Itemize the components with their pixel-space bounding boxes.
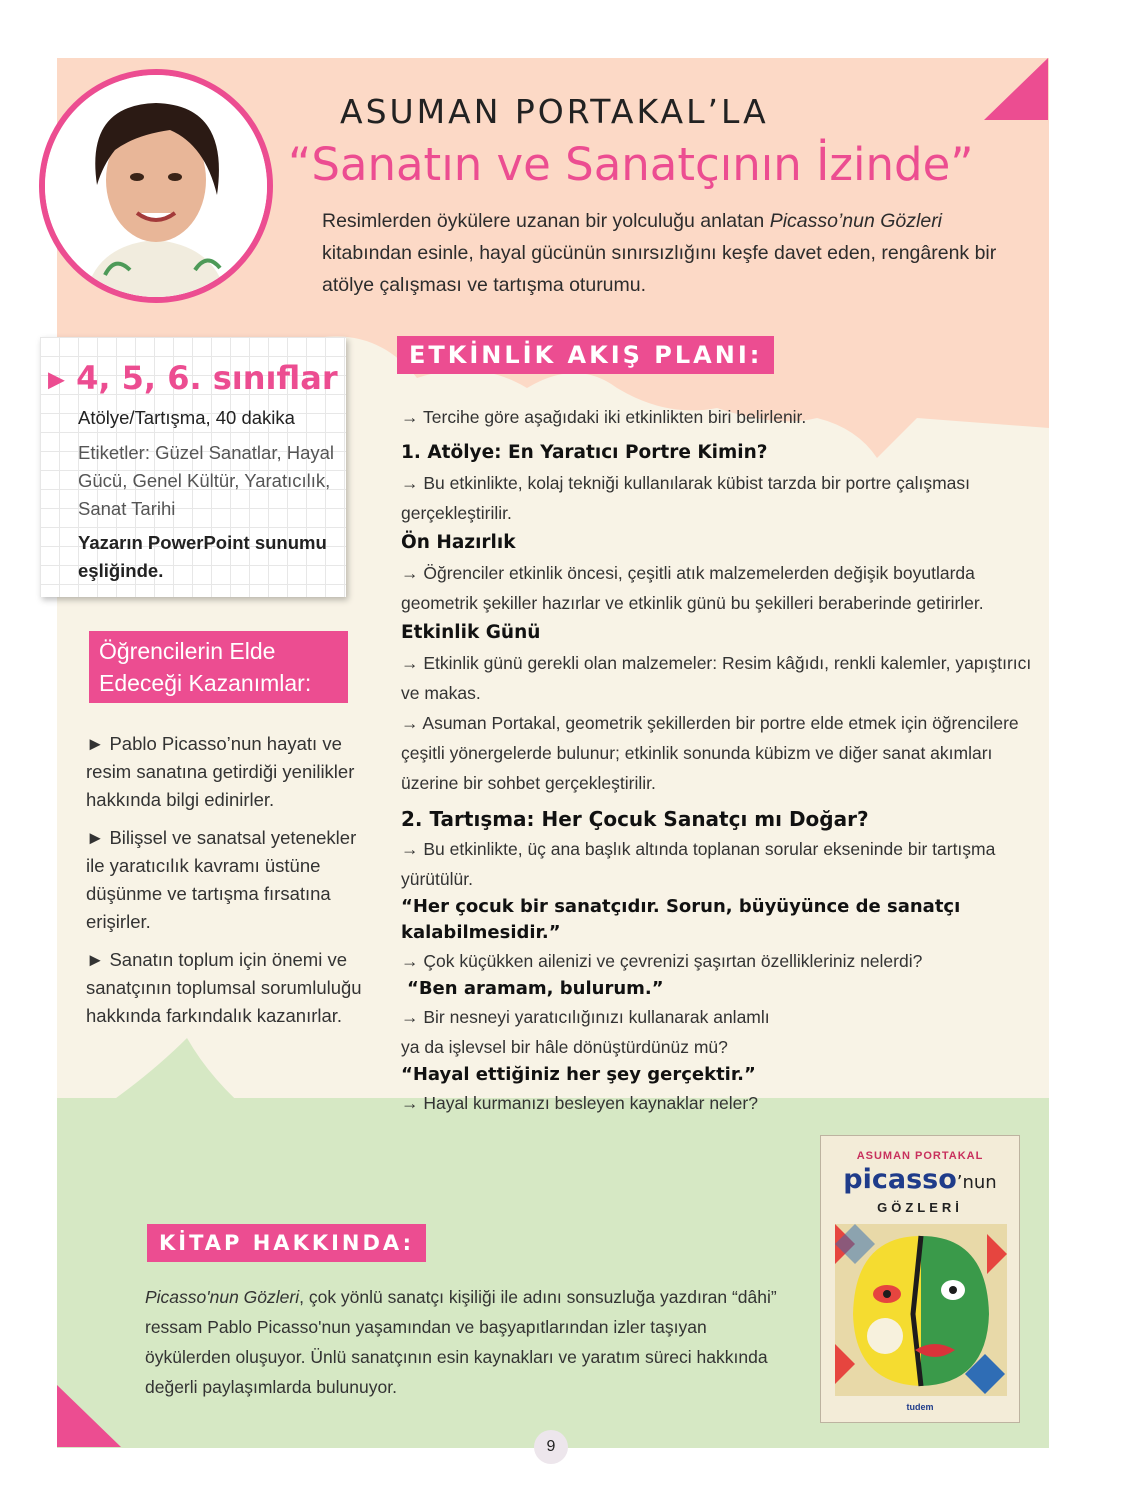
question-3: → Hayal kurmanızı besleyen kaynaklar neler? [401, 1093, 758, 1113]
about-book-heading: KİTAP HAKKINDA: [147, 1224, 426, 1262]
tags-text: Etiketler: Güzel Sanatlar, Hayal Gücü, Genel Kültür, Yaratıcılık, Sanat Tarihi [78, 442, 335, 519]
book-description: , çok yönlü sanatçı kişiliği ile adını sonsuzluğa yazdıran “dâhi” ressam Pablo Picasso'nun yaşamından ve başyapıtlarından izler taşıyan öykülerden oluşuyor. Ünlü sanatçının esin kaynakları ve yaratım süreci hakkında değerli paylaşımlarda bulunuyor. [145, 1287, 777, 1397]
question-2a: → Bir nesneyi yaratıcılığınızı kullanarak anlamlı [401, 1007, 770, 1027]
activity1-text: → Bu etkinlikte, kolaj tekniği kullanılarak kübist tarzda bir portre çalışması gerçekleştirilir. [401, 473, 970, 523]
cover-publisher: tudem [906, 1402, 934, 1412]
author-line: ASUMAN PORTAKAL’LA [340, 92, 769, 131]
page-title: “Sanatın ve Sanatçının İzinde” [288, 138, 974, 191]
play-arrow-icon: ▶ [48, 367, 65, 393]
corner-accent-bottom-left [57, 1385, 121, 1447]
cover-title-suffix: ’nun [956, 1172, 997, 1193]
gain-item: ► Pablo Picasso’nun hayatı ve resim sanatına getirdiği yenilikler hakkında bilgi edinirler. [86, 733, 355, 810]
grade-levels: 4, 5, 6. sınıflar [76, 359, 338, 397]
activity1-title: 1. Atölye: En Yaratıcı Portre Kimin? [401, 442, 768, 463]
plan-intro: → Tercihe göre aşağıdaki iki etkinlikten biri belirlenir. [401, 407, 807, 427]
activity2-text: → Bu etkinlikte, üç ana başlık altında toplanan sorular ekseninde bir tartışma yürütülür. [401, 839, 996, 889]
presentation-note: Yazarın PowerPoint sunumu eşliğinde. [78, 532, 327, 581]
grade-heading [48, 359, 338, 397]
quote-3: “Hayal ettiğiniz her şey gerçektir.” [401, 1064, 756, 1085]
question-1: → Çok küçükken ailenizi ve çevrenizi şaşırtan özellikleriniz nelerdi? [401, 951, 923, 971]
corner-accent-top-right [984, 58, 1048, 120]
prep-text: → Öğrenciler etkinlik öncesi, çeşitli atık malzemelerden değişik boyutlarda geometrik şekiller hazırlar ve etkinlik günü bu şekilleri beraberinde getirirler. [401, 563, 984, 613]
intro-text-after: kitabından esinle, hayal gücünün sınırsızlığını keşfe davet eden, rengârenk bir atölye çalışması ve tartışma oturumu. [322, 242, 997, 296]
cover-author: ASUMAN PORTAKAL [856, 1150, 984, 1162]
cover-title [821, 1164, 1019, 1195]
day-text-1: → Etkinlik günü gerekli olan malzemeler: Resim kâğıdı, renkli kalemler, yapıştırıcı ve makas. [401, 653, 1032, 703]
activity2-title: 2. Tartışma: Her Çocuk Sanatçı mı Doğar? [401, 807, 869, 831]
day-title: Etkinlik Günü [401, 622, 541, 643]
gain-item: ► Sanatın toplum için önemi ve sanatçının toplumsal sorumluluğu hakkında farkındalık kazanırlar. [86, 949, 362, 1026]
activity-plan-heading: ETKİNLİK AKIŞ PLANI: [397, 336, 774, 374]
grade-info-card [40, 337, 346, 597]
gains-list [86, 730, 378, 1040]
book-cover [820, 1135, 1020, 1423]
session-format: Atölye/Tartışma, 40 dakika [78, 407, 295, 428]
quote-2: “Ben aramam, bulurum.” [407, 978, 664, 999]
prep-title: Ön Hazırlık [401, 532, 516, 553]
question-2b: ya da işlevsel bir hâle dönüştürdünüz mü? [401, 1037, 728, 1057]
cover-subtitle: GÖZLERİ [877, 1200, 963, 1215]
about-book-text [145, 1282, 795, 1402]
activity-plan [401, 402, 1041, 1118]
cover-title-main: picasso [843, 1164, 957, 1195]
intro-paragraph [322, 205, 1022, 301]
author-portrait [39, 69, 273, 303]
day-text-2: → Asuman Portakal, geometrik şekillerden bir portre elde etmek için öğrencilere çeşitli yönergelerde bulunur; etkinlik sonunda kübizm ve diğer sanat akımları üzerine bir sohbet gerçekleştirilir. [401, 713, 1019, 793]
cover-face-illustration [835, 1224, 1007, 1396]
intro-text-before: Resimlerden öykülere uzanan bir yolculuğu anlatan [322, 210, 770, 232]
gains-heading: Öğrencilerin Elde Edeceği Kazanımlar: [89, 631, 348, 703]
quote-1: “Her çocuk bir sanatçıdır. Sorun, büyüyünce de sanatçı kalabilmesidir.” [401, 896, 961, 943]
book-title-italic: Picasso'nun Gözleri [145, 1287, 300, 1307]
intro-book-title: Picasso’nun Gözleri [769, 210, 943, 232]
page-number: 9 [534, 1430, 568, 1464]
gain-item: ► Bilişsel ve sanatsal yetenekler ile yaratıcılık kavramı üstüne düşünme ve tartışma fırsatına erişirler. [86, 827, 357, 932]
